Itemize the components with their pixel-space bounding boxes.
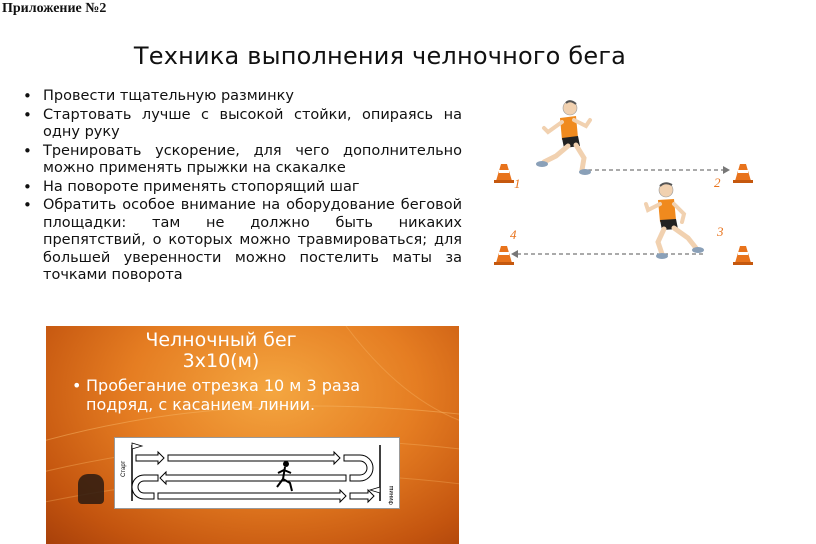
cone-icon bbox=[494, 246, 514, 265]
list-item: • Провести тщательную разминку bbox=[20, 88, 462, 106]
shuttle-run-slide bbox=[46, 326, 459, 544]
cone-icon bbox=[733, 246, 753, 265]
list-item: • Обратить особое внимание на оборудование беговой площадки: там не должно быть никаких препятствий, о которых можно травмироваться; для большей уверенности можно постелить маты за точками поворота bbox=[20, 197, 462, 285]
slide-title bbox=[46, 330, 396, 372]
appendix-label: Приложение №2 bbox=[2, 1, 107, 16]
page-title: Техника выполнения челночного бега bbox=[133, 42, 627, 70]
cone-icon bbox=[494, 164, 514, 183]
slide-bullet: • Пробегание отрезка 10 м 3 раза подряд, с касанием линии. bbox=[72, 376, 426, 414]
marker-4: 4 bbox=[510, 227, 517, 242]
technique-list bbox=[20, 88, 462, 286]
runner-figure bbox=[646, 183, 704, 259]
start-label: Старт bbox=[121, 460, 127, 477]
runner-silhouette bbox=[78, 474, 104, 504]
list-item: • На повороте применять стопорящий шаг bbox=[20, 179, 462, 197]
finish-label: Финиш bbox=[389, 485, 395, 505]
slide-title-line: Челночный бег bbox=[145, 329, 297, 351]
marker-2: 2 bbox=[714, 175, 721, 190]
marker-3: 3 bbox=[717, 224, 724, 239]
shuttle-run-illustration bbox=[478, 90, 778, 280]
runner-figure bbox=[536, 101, 591, 175]
shuttle-run-diagram bbox=[114, 437, 400, 509]
list-item: • Тренировать ускорение, для чего дополнительно можно применять прыжки на скакалке bbox=[20, 143, 462, 178]
arrow-3-to-4 bbox=[511, 250, 703, 258]
list-item: • Стартовать лучше с высокой стойки, опираясь на одну руку bbox=[20, 107, 462, 142]
arrow-1-to-2 bbox=[588, 166, 730, 174]
slide-title-line: 3x10(м) bbox=[182, 350, 260, 372]
cone-icon bbox=[733, 164, 753, 183]
marker-1: 1 bbox=[514, 176, 521, 191]
